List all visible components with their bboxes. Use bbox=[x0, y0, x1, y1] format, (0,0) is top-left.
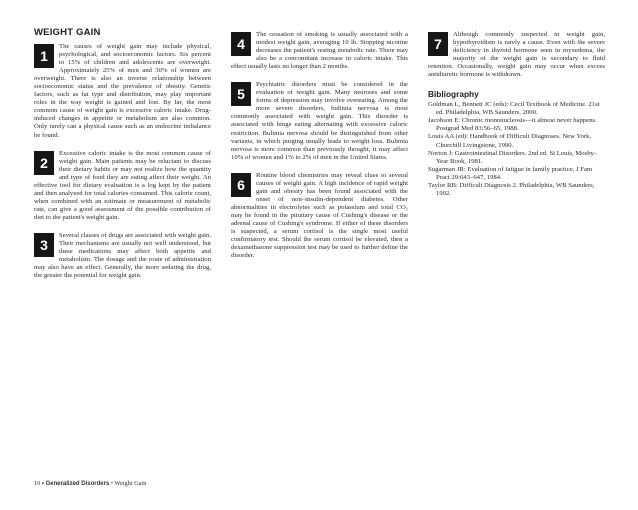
page-footer bbox=[34, 480, 146, 487]
footer-chapter: Generalized Disorders bbox=[45, 481, 110, 487]
footer-bullet: • bbox=[110, 480, 114, 487]
bibliography-reference: Norton J: Gastrointestinal Disorders. 2nd ed. St Louis, Mosby–Year Book, 1981. bbox=[428, 149, 598, 165]
section-4 bbox=[231, 31, 408, 71]
section-7 bbox=[428, 31, 605, 79]
section-number-6: 6 bbox=[231, 173, 251, 197]
section-number-5: 5 bbox=[231, 82, 251, 106]
bibliography-reference: Jacobson E: Chronic mononucleosis—it almost never happens. Postgrad Med 83:56–65, 1988. bbox=[428, 117, 597, 133]
bibliography-reference: Goldman L, Bennett JC (eds): Cecil Textbook of Medicine. 21st ed. Philadelphia, WB Saunders, 2000. bbox=[428, 101, 600, 117]
section-4-text: The cessation of smoking is usually associated with a modest weight gain, averaging 10 lb. Stopping nicotine decreases the patient's resting metabolic rate. There may also be a concomitant increase in caloric intake. This effect usually lasts no longer than 2 months. bbox=[231, 31, 408, 71]
page-number: 10 bbox=[34, 480, 41, 487]
section-6 bbox=[231, 172, 408, 261]
section-number-2: 2 bbox=[34, 151, 54, 175]
section-7-text: Although commonly suspected in weight gain, hypothyroidism is rarely a cause. Even with the severe deficiency in thyroid hormone seen in myxedema, the majority of the weight gain is secondary to fluid retention. Occasionally, weight gain may occur when excess antidiuretic hormone is withdrawn. bbox=[428, 31, 605, 79]
section-number-7: 7 bbox=[428, 32, 448, 56]
section-number-1: 1 bbox=[34, 44, 54, 68]
section-6-text: Routine blood chemistries may reveal clues to several causes of weight gain. A high incidence of rapid weight gain and obesity has been found associated with the onset of non–insulin-dependent diabetes. Other abnormalities in electrolytes such as potassium and total CO₂ may be found in the pituitary cause of Cushing's disease or the adrenal cause of Cushing's syndrome. If either of these disorders is suspected, a serum cortisol is the single most useful confirmatory test. Should the serum cortisol be elevated, then a dexamethasone suppression test may be used to further define the disorder. bbox=[231, 171, 408, 260]
section-number-3: 3 bbox=[34, 233, 54, 257]
column-3 bbox=[428, 31, 605, 198]
footer-topic: Weight Gain bbox=[114, 480, 147, 487]
section-1-text: The causes of weight gain may include physical, psychological, and socioeconomic factors. Six percent to 15% of children and adolescents are overweight. Approximately 25% of men and 30% of women are overweight. There is also an inverse relationship between socioeconomic status and the prevalence of obesity. Genetic factors, such as fat type and distribution, may play important roles in the way weight is gained and lost. By far, the most common cause of weight gain is excessive caloric intake. Drug-induced changes in appetite or metabolism are also common. Only rarely can a physical cause such as an endocrine imbalance be found. bbox=[34, 43, 211, 139]
footer-bullet: • bbox=[41, 481, 44, 487]
bibliography-reference: Louis AA (ed): Handbook of Difficult Diagnoses. New York, Churchill Livingstone, 1990. bbox=[428, 133, 592, 149]
bibliography-heading: Bibliography bbox=[428, 89, 479, 100]
bibliography-reference: Sugarman JR: Evaluation of fatigue in family practice. J Fam Pract 29:643–647, 1984. bbox=[428, 165, 593, 181]
section-3 bbox=[34, 232, 211, 280]
column-2 bbox=[231, 31, 408, 270]
section-3-text: Several classes of drugs are associated with weight gain. Their mechanisms are usually not well understood, but these medications may affect both appetite and metabolism. The dosage and the route of administration may also have an effect. Generally, the more sedating the drug, the greater the potential for weight gain. bbox=[34, 231, 211, 280]
section-1 bbox=[34, 43, 211, 140]
section-5-text: Psychiatric disorders must be considered in the evaluation of weight gain. Many neuroses and some forms of depression may involve overeating. Among the more severe disorders, bulimia nervosa is most commonly associated with weight gain. This disorder is associated with binge eating alternating with excessive caloric restriction. Bulimia nervosa should be distinguished from other variants, in which purging usually leads to weight loss. Bulimia nervosa is more common than previously thought; it may affect 10% of women and 1% to 2% of men in the United States. bbox=[231, 81, 408, 161]
section-2 bbox=[34, 150, 211, 222]
bibliography-reference: Taylor RB: Difficult Diagnosis 2. Philadelphia, WB Saunders, 1992. bbox=[428, 181, 595, 197]
section-2-text: Excessive caloric intake is the most common cause of weight gain. Main patients may be reluctant to discuss their dietary habits or may not realize how the quantity and type of food they are eating affect their weight. An effective tool for dietary evaluation is a log kept by the patient and then analyzed for total calories consumed. This calorie count, when combined with an estimate or measurement of metabolic rate, can give a good assessment of the possible contribution of diet to the patient's weight gain. bbox=[34, 149, 211, 221]
column-1 bbox=[34, 28, 211, 290]
section-number-4: 4 bbox=[231, 32, 251, 56]
section-5 bbox=[231, 81, 408, 161]
page-title: WEIGHT GAIN bbox=[34, 27, 101, 38]
